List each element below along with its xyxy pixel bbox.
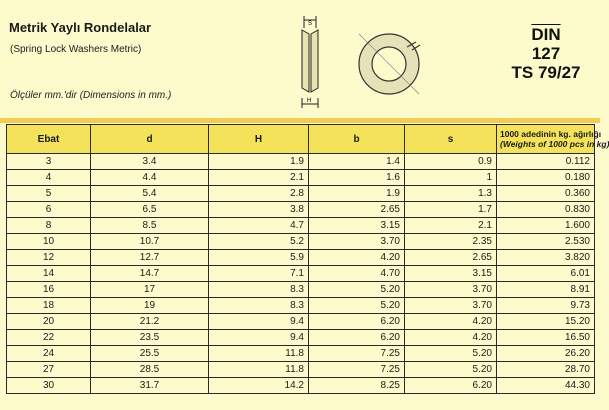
table-cell: 6.20 [405, 378, 497, 394]
table-cell: 6.5 [91, 202, 209, 218]
table-cell: 24 [7, 346, 91, 362]
table-cell: 0.360 [497, 186, 595, 202]
table-cell: 4.70 [309, 266, 405, 282]
table-cell: 1 [405, 170, 497, 186]
units-note: Ölçüler mm.'dir (Dimensions in mm.) [10, 90, 172, 101]
table-row [7, 202, 595, 218]
table-cell: 1.9 [209, 154, 309, 170]
column-header-weight [497, 125, 609, 154]
table-cell: 6.20 [309, 314, 405, 330]
table-cell: 2.8 [209, 186, 309, 202]
table-cell: 0.112 [497, 154, 595, 170]
table-cell: 1.6 [309, 170, 405, 186]
table-cell: 11.8 [209, 346, 309, 362]
table-cell: 19 [91, 298, 209, 314]
table-cell: 4.20 [309, 250, 405, 266]
page-subtitle: (Spring Lock Washers Metric) [10, 44, 142, 55]
table-cell: 22 [7, 330, 91, 346]
table-cell: 1.600 [497, 218, 595, 234]
table-row [7, 266, 595, 282]
table-cell: 7.25 [309, 362, 405, 378]
weight-header-tr: 1000 adedinin kg. ağırlığı [500, 129, 602, 139]
table-cell: 5.2 [209, 234, 309, 250]
table-cell: 6 [7, 202, 91, 218]
divider [0, 118, 600, 123]
table-cell: 5 [7, 186, 91, 202]
table-row [7, 170, 595, 186]
table-cell: 7.25 [309, 346, 405, 362]
table-cell: 3.15 [405, 266, 497, 282]
table-cell: 8.91 [497, 282, 595, 298]
table-cell: 21.2 [91, 314, 209, 330]
table-row [7, 154, 595, 170]
washer-drawing [296, 12, 436, 112]
table-cell: 8 [7, 218, 91, 234]
table-cell: 8.5 [91, 218, 209, 234]
table-row [7, 234, 595, 250]
table-cell: 7.1 [209, 266, 309, 282]
table-cell: 2.65 [405, 250, 497, 266]
table-cell: 1.9 [309, 186, 405, 202]
ts-standard: TS 79/27 [511, 63, 581, 82]
table-cell: 16 [7, 282, 91, 298]
table-cell: 5.20 [405, 362, 497, 378]
table-cell: 4 [7, 170, 91, 186]
table-cell: 11.8 [209, 362, 309, 378]
table-cell: 6.01 [497, 266, 595, 282]
table-cell: 0.9 [405, 154, 497, 170]
table-row [7, 330, 595, 346]
column-header-b: b [309, 125, 405, 154]
table-cell: 6.20 [309, 330, 405, 346]
table-cell: 20 [7, 314, 91, 330]
table-row [7, 378, 595, 394]
table-cell: 2.65 [309, 202, 405, 218]
table-cell: 12.7 [91, 250, 209, 266]
table-cell: 2.35 [405, 234, 497, 250]
table-cell: 4.7 [209, 218, 309, 234]
table-cell: 3.4 [91, 154, 209, 170]
table-cell: 5.20 [405, 346, 497, 362]
standard-block [505, 26, 587, 82]
table-cell: 8.3 [209, 282, 309, 298]
table-cell: 25.5 [91, 346, 209, 362]
page-title: Metrik Yaylı Rondelalar [9, 20, 152, 35]
washer-front-view [359, 34, 420, 94]
table-cell: 0.180 [497, 170, 595, 186]
weight-header-en: (Weights of 1000 pcs in kg) [500, 139, 609, 149]
table-cell: 15.20 [497, 314, 595, 330]
table-cell: 9.4 [209, 314, 309, 330]
dimensions-table [6, 124, 609, 394]
table-row [7, 362, 595, 378]
table-cell: 4.4 [91, 170, 209, 186]
header [0, 0, 600, 118]
table-cell: 14 [7, 266, 91, 282]
table-cell: 8.3 [209, 298, 309, 314]
drawing-label-h: H [307, 98, 312, 104]
table-cell: 3.70 [405, 298, 497, 314]
table-row [7, 250, 595, 266]
table-cell: 3.820 [497, 250, 595, 266]
table-cell: 10 [7, 234, 91, 250]
washer-side-view [302, 16, 318, 108]
table-cell: 2.1 [405, 218, 497, 234]
table-cell: 5.20 [309, 298, 405, 314]
table-cell: 27 [7, 362, 91, 378]
table-cell: 3.8 [209, 202, 309, 218]
din-label: $\overline{DIN}$ [531, 25, 561, 44]
table-cell: 12 [7, 250, 91, 266]
table-cell: 9.4 [209, 330, 309, 346]
table-row [7, 314, 595, 330]
table-cell: 23.5 [91, 330, 209, 346]
table-cell: 14.2 [209, 378, 309, 394]
column-header-h: H [209, 125, 309, 154]
table-cell: 10.7 [91, 234, 209, 250]
table-row [7, 346, 595, 362]
table-cell: 5.20 [309, 282, 405, 298]
table-cell: 3 [7, 154, 91, 170]
column-header-d: d [91, 125, 209, 154]
table-cell: 1.7 [405, 202, 497, 218]
table-cell: 2.1 [209, 170, 309, 186]
table-cell: 17 [91, 282, 209, 298]
table-row [7, 186, 595, 202]
table-cell: 2.530 [497, 234, 595, 250]
table-row [7, 282, 595, 298]
table-cell: 4.20 [405, 330, 497, 346]
table-row [7, 298, 595, 314]
table-cell: 31.7 [91, 378, 209, 394]
table-cell: 30 [7, 378, 91, 394]
table-cell: 16.50 [497, 330, 595, 346]
table-cell: 5.4 [91, 186, 209, 202]
table-cell: 1.4 [309, 154, 405, 170]
table-cell: 0.830 [497, 202, 595, 218]
din-number: 127 [531, 44, 561, 63]
table-row [7, 218, 595, 234]
table-cell: 28.5 [91, 362, 209, 378]
table-cell: 1.3 [405, 186, 497, 202]
table-cell: 3.70 [405, 282, 497, 298]
table-cell: 26.20 [497, 346, 595, 362]
table-cell: 14.7 [91, 266, 209, 282]
drawing-label-s: S [308, 21, 313, 27]
column-header-s: s [405, 125, 497, 154]
table-cell: 9.73 [497, 298, 595, 314]
table-cell: 4.20 [405, 314, 497, 330]
table-cell: 3.70 [309, 234, 405, 250]
table-cell: 18 [7, 298, 91, 314]
table-cell: 5.9 [209, 250, 309, 266]
table-cell: 44.30 [497, 378, 595, 394]
table-cell: 28.70 [497, 362, 595, 378]
column-header-ebat: Ebat [7, 125, 91, 154]
table-cell: 3.15 [309, 218, 405, 234]
table-header-row [7, 125, 595, 154]
table-cell: 8.25 [309, 378, 405, 394]
